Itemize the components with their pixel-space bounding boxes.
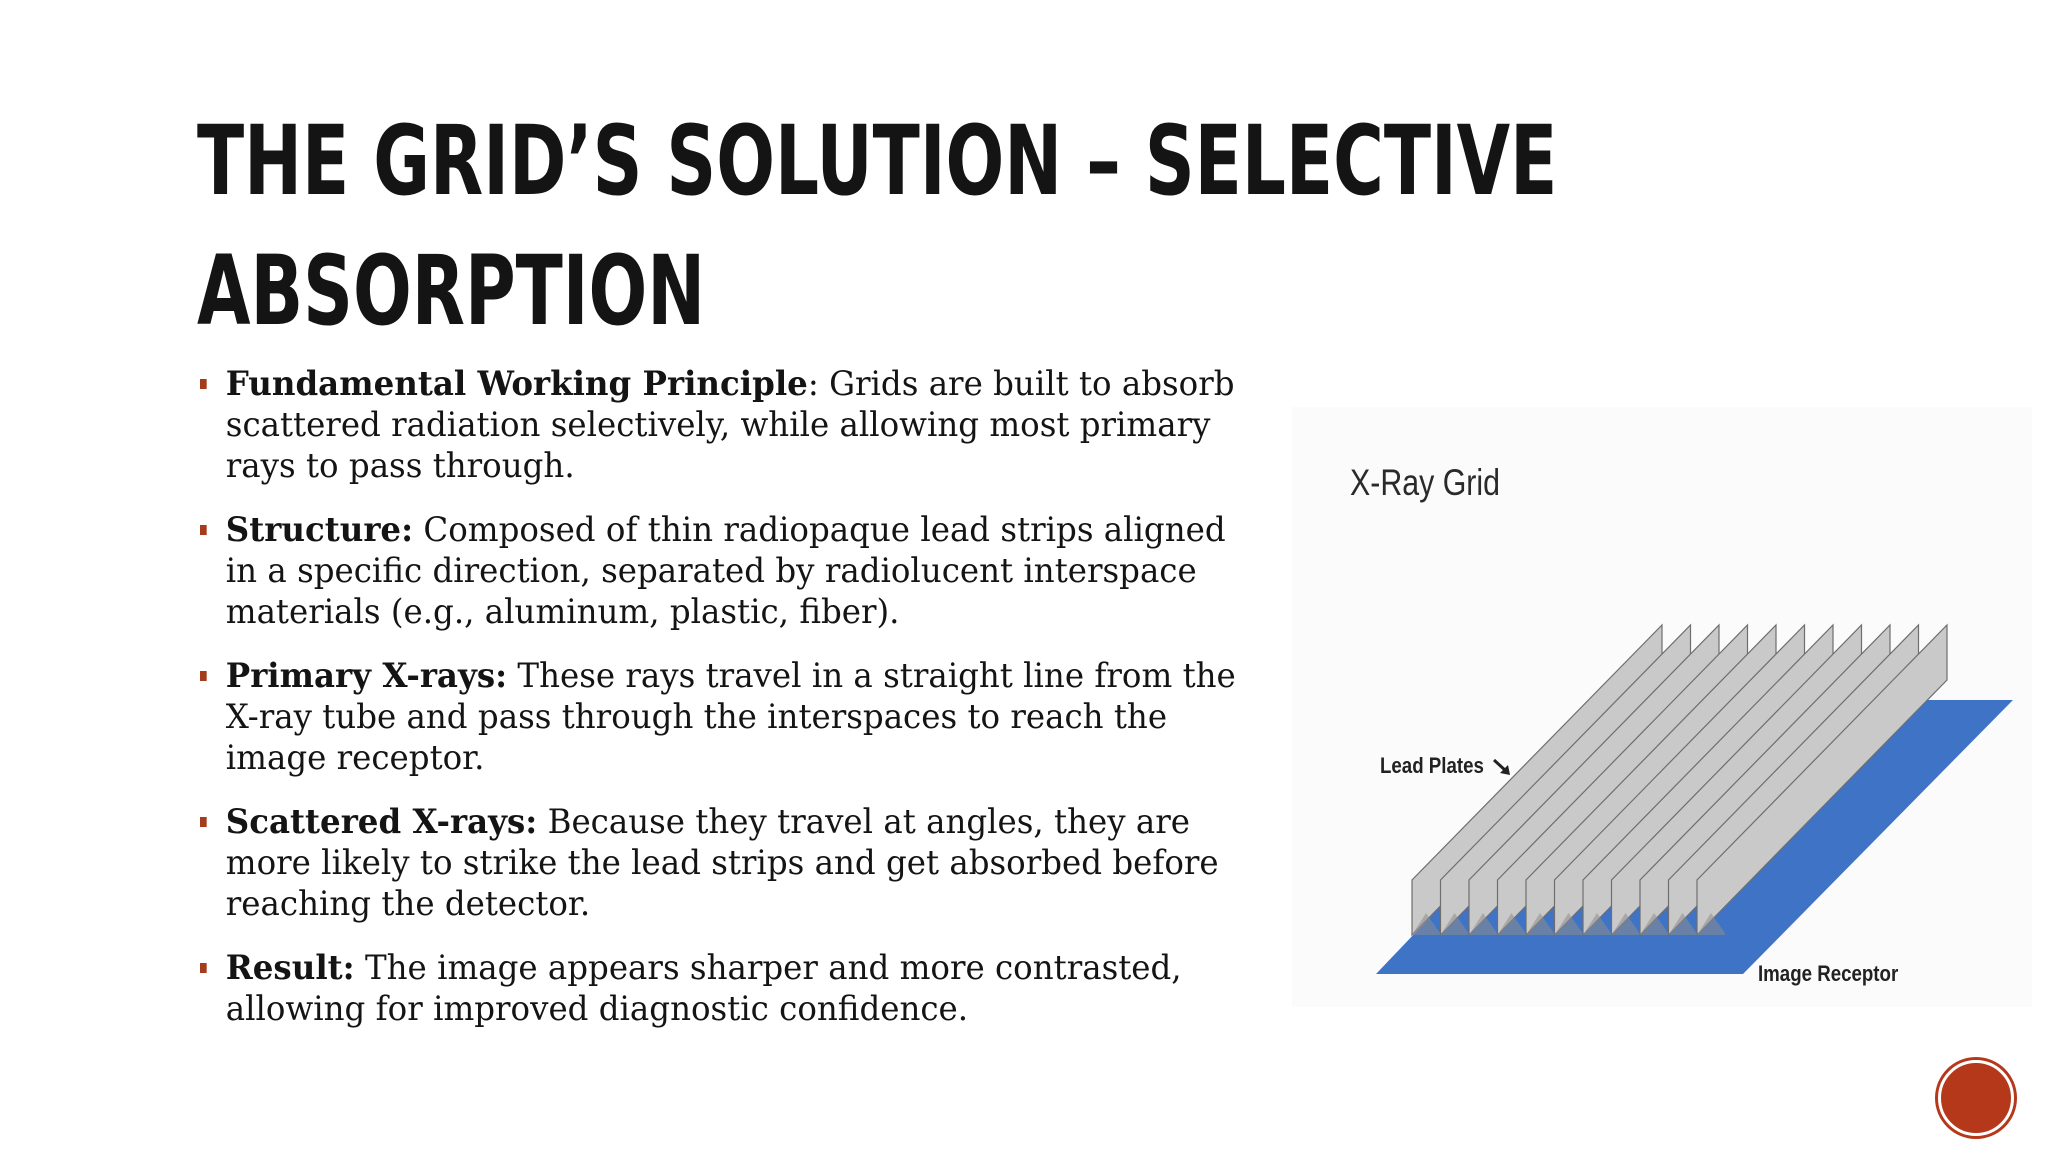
bullet-item-scattered-xrays <box>200 802 1251 925</box>
bullet-text-line: allowing for improved diagnostic confidence. <box>225 989 969 1029</box>
slide-title-line-2: ABSORPTION <box>197 235 706 347</box>
lead-plates-label: Lead Plates <box>1380 754 1484 779</box>
lead-plates-arrow-icon <box>1494 760 1510 775</box>
bullet-text-line: scattered radiation selectively, while allowing most primary <box>225 405 1211 445</box>
bullet-marker-icon <box>200 671 207 681</box>
bullet-text-line: materials (e.g., aluminum, plastic, fiber). <box>225 592 900 632</box>
bullet-marker-icon <box>200 963 207 973</box>
bullet-marker-icon <box>200 525 207 535</box>
bullet-label: Result: <box>225 948 355 988</box>
bullet-item-result <box>200 948 1251 1030</box>
bullet-text-line: X-ray tube and pass through the interspaces to reach the <box>225 697 1168 737</box>
bullet-text-line: The image appears sharper and more contrasted, <box>354 948 1182 988</box>
next-slide-button[interactable] <box>1938 1060 2014 1136</box>
bullet-label: Structure: <box>225 510 414 550</box>
bullet-text-line: image receptor. <box>225 738 485 778</box>
bullet-item-primary-xrays <box>200 656 1251 779</box>
bullet-text-line: : Grids are built to absorb <box>807 364 1235 404</box>
figure-title: X-Ray Grid <box>1350 462 1501 504</box>
slide-title <box>197 96 1558 356</box>
xray-grid-diagram <box>1292 407 2032 1007</box>
slide-title-line-1: THE GRID’S SOLUTION – SELECTIVE <box>197 105 1558 217</box>
bullet-label: Fundamental Working Principle <box>225 364 808 404</box>
bullet-text-line: in a specific direction, separated by radiolucent interspace <box>225 551 1197 591</box>
bullet-text-line: These rays travel in a straight line from the <box>507 656 1236 696</box>
bullet-text-line: Composed of thin radiopaque lead strips aligned <box>413 510 1226 550</box>
bullet-text-line: Because they travel at angles, they are <box>537 802 1190 842</box>
bullet-text-line: reaching the detector. <box>225 884 591 924</box>
bullet-text-line: more likely to strike the lead strips and get absorbed before <box>225 843 1219 883</box>
bullet-list <box>200 364 1300 1053</box>
xray-grid-figure <box>1292 407 2032 1007</box>
bullet-item-working-principle <box>200 364 1251 487</box>
image-receptor-label: Image Receptor <box>1758 962 1899 987</box>
bullet-text-line: rays to pass through. <box>225 446 575 486</box>
bullet-marker-icon <box>200 379 207 389</box>
bullet-marker-icon <box>200 817 207 827</box>
bullet-label: Scattered X-rays: <box>225 802 538 842</box>
bullet-item-structure <box>200 510 1251 633</box>
bullet-label: Primary X-rays: <box>225 656 508 696</box>
